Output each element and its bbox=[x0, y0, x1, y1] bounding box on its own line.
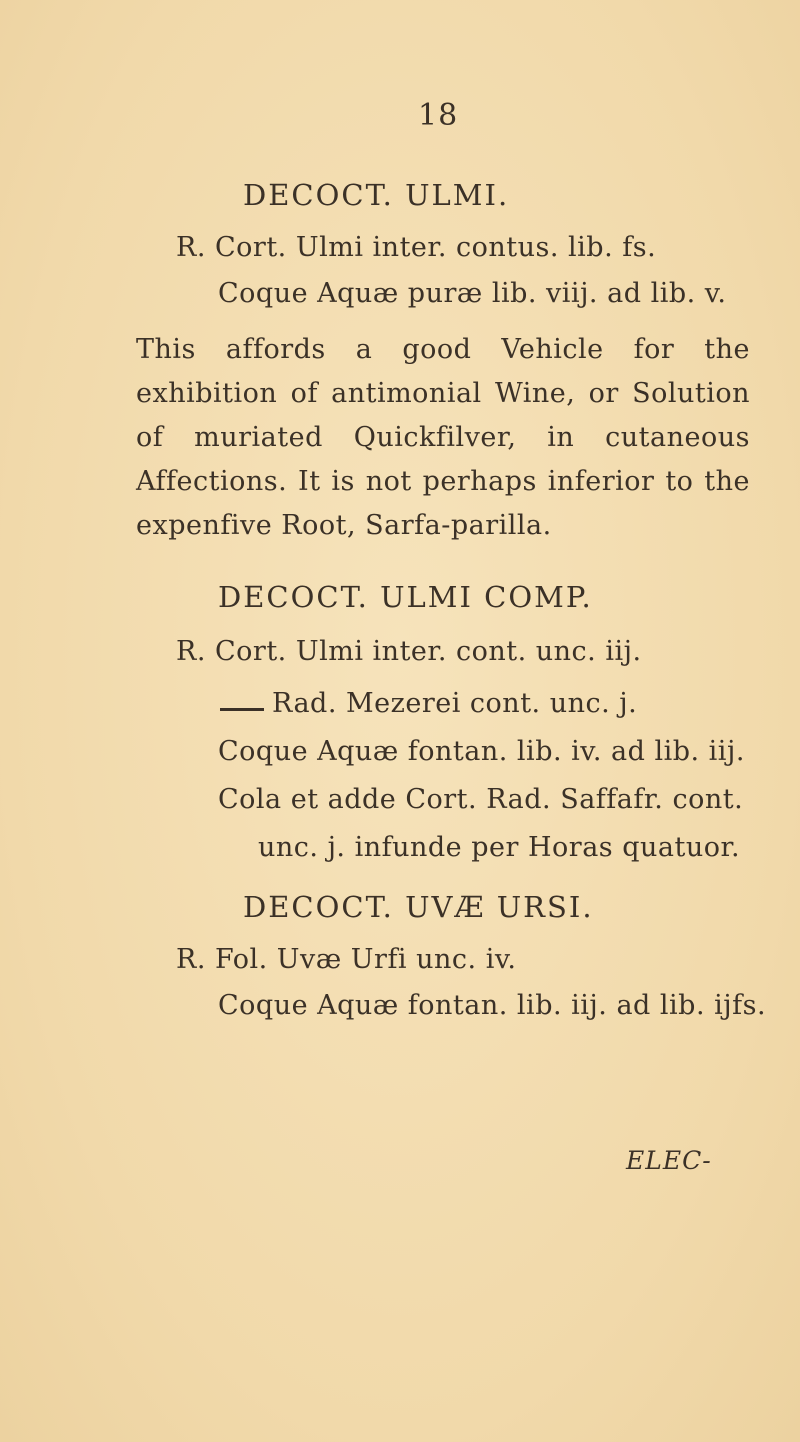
recipe-line: R. Fol. Uvæ Urfi unc. iv. bbox=[176, 944, 517, 975]
page-number: 18 bbox=[418, 98, 459, 133]
recipe-line: R. Cort. Ulmi inter. contus. lib. fs. bbox=[176, 232, 657, 263]
heading-decoct-uvae-ursi: DECOCT. UVÆ URSI. bbox=[243, 890, 594, 924]
recipe-line: Coque Aquæ fontan. lib. iv. ad lib. iij. bbox=[218, 736, 745, 767]
recipe-line: Coque Aquæ puræ lib. viij. ad lib. v. bbox=[218, 278, 727, 309]
recipe-line: Cola et adde Cort. Rad. Saffafr. cont. bbox=[218, 784, 744, 815]
ditto-dash bbox=[220, 708, 264, 711]
recipe-line: Coque Aquæ fontan. lib. iij. ad lib. ijfs. bbox=[218, 990, 767, 1021]
heading-decoct-ulmi-comp: DECOCT. ULMI COMP. bbox=[218, 580, 593, 614]
commentary-paragraph: This affords a good Vehicle for the exhibition of antimonial Wine, or Solution of muriated Quickfilver, in cutaneous Affections. It is not perhaps inferior to the expenfive Root, Sarfa-parilla. bbox=[136, 334, 750, 541]
catchword: ELEC- bbox=[626, 1146, 712, 1175]
heading-decoct-ulmi: DECOCT. ULMI. bbox=[243, 178, 510, 212]
recipe-line: unc. j. infunde per Horas quatuor. bbox=[258, 832, 741, 863]
recipe-line: R. Cort. Ulmi inter. cont. unc. iij. bbox=[176, 636, 642, 667]
recipe-line: Rad. Mezerei cont. unc. j. bbox=[272, 688, 638, 719]
